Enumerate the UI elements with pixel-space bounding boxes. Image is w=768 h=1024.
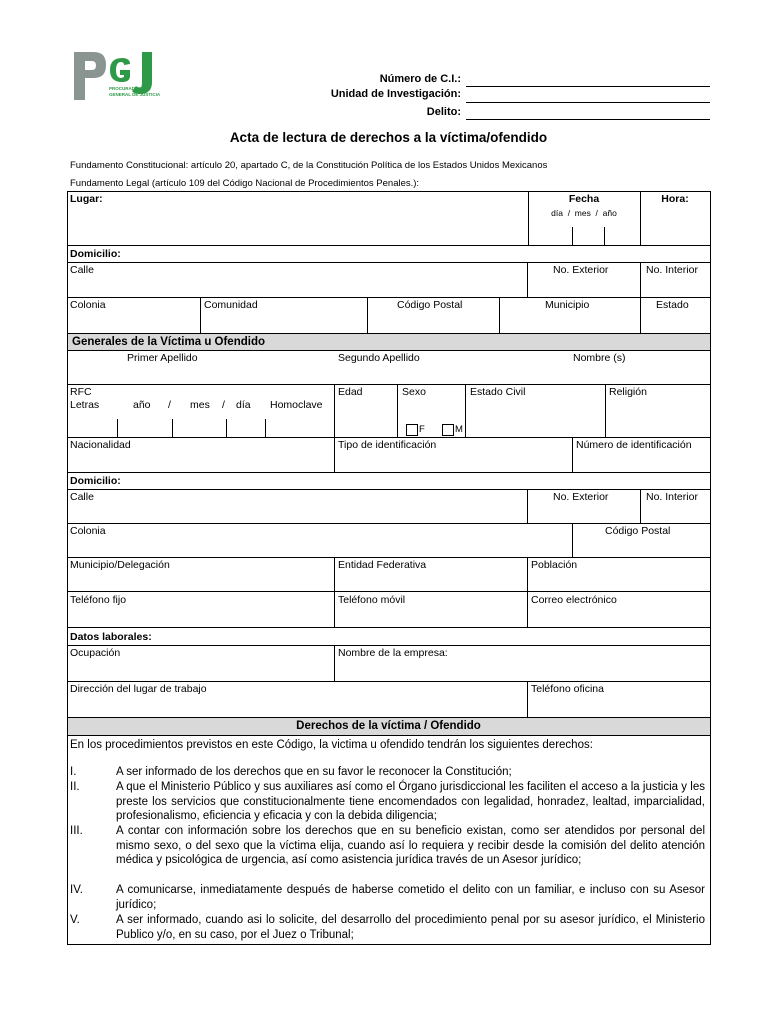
item-1-num: I. (70, 766, 77, 778)
ocupacion-label: Ocupación (70, 647, 121, 659)
nacionalidad-label: Nacionalidad (70, 439, 131, 451)
homoclave-label: Homoclave (270, 399, 323, 411)
nombre-label: Nombre (s) (573, 352, 626, 364)
numero-id-label: Número de identificación (576, 439, 692, 451)
correo-label: Correo electrónico (531, 594, 617, 606)
direccion-trabajo-label: Dirección del lugar de trabajo (70, 683, 207, 695)
fundamento-legal: Fundamento Legal (artículo 109 del Código Nacional de Procedimientos Penales.): (70, 178, 420, 189)
edad-label: Edad (338, 386, 363, 398)
logo-sub-1: PROCURADURÍA (109, 86, 146, 91)
religion-label: Religión (609, 386, 647, 398)
calle-2-label: Calle (70, 491, 94, 503)
item-3-num: III. (70, 825, 83, 837)
no-interior-label: No. Interior (646, 264, 698, 276)
no-exterior-2-label: No. Exterior (553, 491, 609, 503)
rfc-slash-2: / (222, 399, 225, 411)
colonia-2-label: Colonia (70, 525, 106, 537)
calle-label: Calle (70, 264, 94, 276)
rfc-label: RFC (70, 386, 92, 398)
page-title: Acta de lectura de derechos a la víctima/ofendido (229, 130, 548, 145)
rfc-dia-label: día (236, 399, 251, 411)
ci-field-line[interactable] (466, 86, 710, 87)
item-5-num: V. (70, 914, 80, 926)
unidad-label: Unidad de Investigación: (330, 88, 461, 100)
logo-sub-2: GENERAL DE JUSTICIA (109, 92, 161, 97)
sexo-m-checkbox[interactable] (442, 424, 454, 436)
empresa-label: Nombre de la empresa: (338, 647, 448, 659)
municipio-delegacion-label: Municipio/Delegación (70, 559, 170, 571)
municipio-label: Municipio (545, 299, 590, 311)
estado-civil-label: Estado Civil (470, 386, 526, 398)
datos-laborales-label: Datos laborales: (70, 631, 152, 643)
sexo-f-label: F (419, 424, 425, 435)
sexo-f-checkbox[interactable] (406, 424, 418, 436)
sexo-m-label: M (455, 424, 463, 435)
fundamento-constitucional: Fundamento Constitucional: artículo 20, apartado C, de la Constitución Política de los Estados Unidos Mexicanos (70, 160, 548, 171)
lugar-label: Lugar: (70, 193, 103, 205)
poblacion-label: Población (531, 559, 578, 571)
delito-field-line[interactable] (466, 119, 710, 120)
item-2-text: A que el Ministerio Público y sus auxiliares así como el Órgano jurisdiccional les faciliten el acceso a la justicia y les preste los servicios que constitucionalmente tiene encomendados con legalidad, honradez, lealtad, imparcialidad, profesionalismo, eficiencia y eficacia y con la debida diligencia; (116, 781, 705, 823)
derechos-heading: Derechos de la víctima / Ofendido (296, 720, 481, 732)
primer-apellido-label: Primer Apellido (127, 352, 198, 364)
domicilio-label: Domicilio: (70, 248, 121, 260)
telefono-movil-label: Teléfono móvil (338, 594, 406, 606)
tipo-id-label: Tipo de identificación (338, 439, 437, 451)
domicilio-2-label: Domicilio: (70, 475, 121, 487)
entidad-federativa-label: Entidad Federativa (338, 559, 427, 571)
unidad-field-line[interactable] (466, 102, 710, 103)
item-4-num: IV. (70, 884, 84, 896)
item-4-text: A comunicarse, inmediatamente después de haberse cometido el delito con un familiar, e incluso con su Asesor jurídico; (116, 884, 705, 911)
no-interior-2-label: No. Interior (646, 491, 698, 503)
rfc-slash-1: / (168, 399, 171, 411)
item-1-text: A ser informado de los derechos que en su favor le reconocer la Constitución; (116, 766, 512, 778)
codigo-postal-2-label: Código Postal (605, 525, 671, 537)
hora-label: Hora: (661, 193, 689, 205)
item-5-text: A ser informado, cuando asi lo solicite, del desarrollo del procedimiento penal por su asesor jurídico, el Ministerio Publico y/o, en su caso, por el Juez o Tribunal; (116, 914, 705, 941)
fecha-label: Fecha (568, 193, 600, 205)
comunidad-label: Comunidad (204, 299, 258, 311)
item-3-text: A contar con información sobre los derechos que en su beneficio existan, como ser atendidos por personal del mismo sexo, o del sexo que la víctima elija, cuando así lo requiera y recibir desde la comisión del delito atención médica y psicológica de urgencia, así como asistencia jurídica través de un Asesor jurídico; (116, 825, 705, 867)
rfc-mes-label: mes (190, 399, 210, 411)
delito-label: Delito: (426, 106, 461, 118)
item-2-num: II. (70, 781, 80, 793)
rfc-anio-label: año (133, 399, 151, 411)
derechos-intro: En los procedimientos previstos en este Código, la victima u ofendido tendrán los siguientes derechos: (70, 739, 593, 751)
fecha-sub-label: día / mes / año (551, 208, 617, 218)
segundo-apellido-label: Segundo Apellido (338, 352, 420, 364)
telefono-fijo-label: Teléfono fijo (70, 594, 127, 606)
letras-label: Letras (70, 399, 100, 411)
sexo-label: Sexo (402, 386, 426, 398)
estado-label: Estado (656, 299, 689, 311)
no-exterior-label: No. Exterior (553, 264, 609, 276)
ci-label: Número de C.I.: (379, 73, 461, 85)
pgj-logo (72, 48, 172, 104)
generales-heading: Generales de la Víctima u Ofendido (72, 336, 266, 348)
codigo-postal-label: Código Postal (397, 299, 463, 311)
colonia-label: Colonia (70, 299, 106, 311)
telefono-oficina-label: Teléfono oficina (531, 683, 604, 695)
